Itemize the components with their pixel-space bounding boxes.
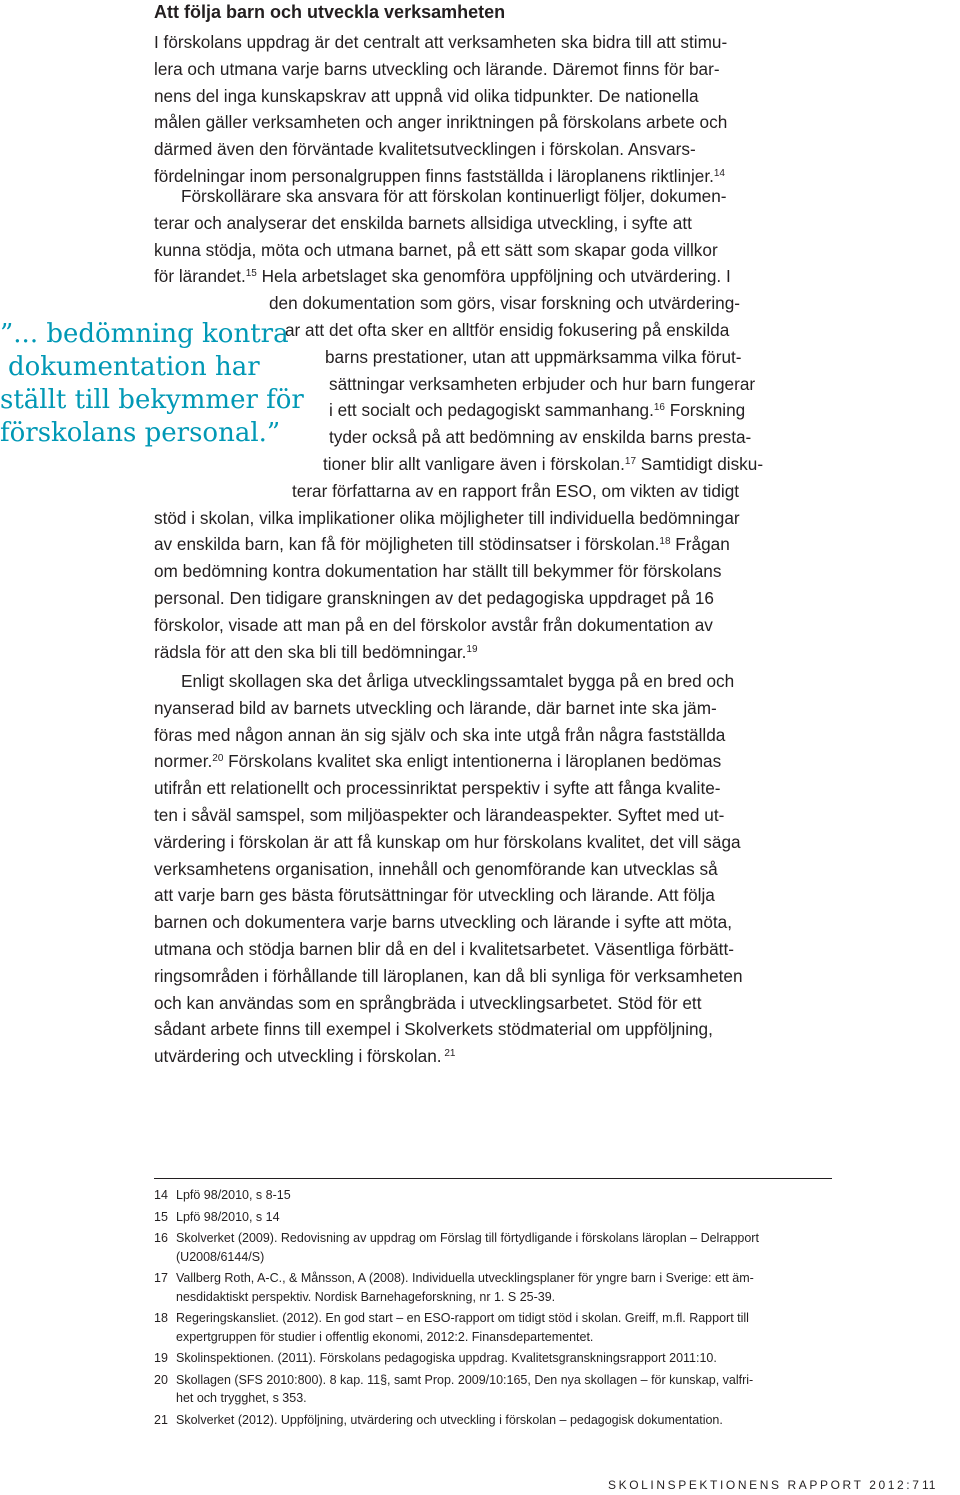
text-line: nyanserad bild av barnets utveckling och lärande, där barnet inte ska jäm- (154, 697, 717, 718)
footnote-ref: 19 (466, 643, 478, 655)
footnote-text: Lpfö 98/2010, s 14 (176, 1209, 280, 1224)
text-line: stöd i skolan, vilka implikationer olika möjligheter till individuella bedömningar (154, 507, 740, 528)
footnote-text: Skolverket (2012). Uppföljning, utvärdering och utveckling i förskolan – pedagogisk dokumentation. (176, 1412, 723, 1427)
text-segment: utvärdering och utveckling i förskolan. (154, 1046, 442, 1067)
footnote (154, 1229, 844, 1266)
footnote-text: Lpfö 98/2010, s 8-15 (176, 1188, 291, 1202)
footnote-text: (U2008/6144/S) (176, 1249, 265, 1264)
text-segment: Förskolans kvalitet ska enligt intentionerna i läroplanen bedömas (223, 751, 722, 772)
footnote-number: 18 (154, 1311, 168, 1325)
footnote-text: nesdidaktiskt perspektiv. Nordisk Barnehageforskning, nr 1. S 25-39. (176, 1289, 556, 1304)
text-segment: Forskning (664, 400, 746, 421)
text-line: Förskollärare ska ansvara för att förskolan kontinuerligt följer, dokumen- (181, 186, 727, 206)
text-segment: normer. (154, 751, 213, 772)
footnote-text: Skolinspektionen. (2011). Förskolans pedagogiska uppdrag. Kvalitetsgranskningsrapport 2011:10. (176, 1351, 717, 1365)
text-line: sådant arbete finns till exempel i Skolverkets stödmaterial om uppföljning, (154, 1019, 713, 1040)
footnote-ref: 18 (659, 536, 671, 548)
text-line: verksamhetens organisation, innehåll och genomförande kan utvecklas så (154, 858, 718, 879)
text-line: utmana och stödja barnen blir då en del i kvalitetsarbetet. Väsentliga förbätt- (154, 938, 734, 959)
text-segment: rädsla för att den ska bli till bedömningar. (154, 641, 467, 662)
footnote (154, 1371, 844, 1408)
footnote-number: 21 (154, 1412, 168, 1427)
report-footer-label: SKOLINSPEKTIONENS RAPPORT 2012:7 (608, 1478, 922, 1492)
footnote-text: expertgruppen för studier i offentlig ekonomi, 2012:2. Finansdepartementet. (176, 1329, 594, 1344)
text-line: terar författarna av en rapport från ESO, om vikten av tidigt (292, 480, 740, 501)
footnote-number: 19 (154, 1351, 168, 1365)
text-line (154, 451, 834, 478)
footnote-ref: 20 (212, 753, 224, 765)
pull-quote-line: ”... bedömning kontra (0, 319, 289, 349)
footnote (154, 1269, 844, 1306)
text-segment: Samtidigt disku- (636, 453, 764, 474)
pull-quote-line: förskolans personal.” (0, 418, 281, 448)
footnote-text: Skollagen (SFS 2010:800). 8 kap. 11§, samt Prop. 2009/10:165, Den nya skollagen – för kunskap, valfri- (176, 1372, 754, 1387)
text-line (154, 531, 834, 558)
text-line: förskolor, visade att man på en del förskolor avstår från dokumentation av (154, 614, 713, 635)
footnote-ref: 16 (653, 402, 665, 414)
text-line: föras med någon annan än sig själv och ska inte utgå från några fastställda (154, 724, 726, 745)
text-segment: av enskilda barn, kan få för möjligheten till stödinsatser i förskolan. (154, 534, 660, 555)
body-paragraph (154, 668, 834, 1070)
pull-quote-line: ställt till bekymmer för (0, 385, 304, 415)
text-line (154, 1043, 834, 1070)
text-line: kunna stödja, möta och utmana barnet, på ett sätt som skapar goda villkor (154, 239, 718, 260)
footnote-number: 17 (154, 1271, 168, 1285)
text-line: barns prestationer, utan att uppmärksamma vilka förut- (325, 346, 742, 367)
footnote-number: 15 (154, 1209, 168, 1224)
text-line: om bedömning kontra dokumentation har ställt till bekymmer för förskolans (154, 561, 722, 582)
text-segment: tioner blir allt vanligare även i förskolan. (323, 453, 625, 474)
footnote (154, 1411, 844, 1430)
text-line: målen gäller verksamheten och anger inriktningen på förskolans arbete och (154, 112, 728, 133)
footnote-number: 20 (154, 1372, 168, 1387)
text-segment: Frågan (670, 534, 730, 555)
footnote-text: Regeringskansliet. (2012). En god start – en ESO-rapport om tidigt stöd i skolan. Greiff, m.fl. Rapport till (176, 1311, 749, 1325)
text-line: den dokumentation som görs, visar forskning och utvärdering- (269, 293, 740, 314)
text-line: därmed även den förväntade kvalitetsutvecklingen i förskolan. Ansvars- (154, 139, 696, 160)
text-line: Enligt skollagen ska det årliga utvecklingssamtalet bygga på en bred och (181, 671, 735, 691)
text-line: I förskolans uppdrag är det centralt att verksamheten ska bidra till att stimu- (154, 32, 728, 52)
footnote-number: 16 (154, 1231, 168, 1245)
text-line: utifrån ett relationellt och processinriktat perspektiv i syfte att fånga kvalite- (154, 778, 721, 799)
footnote-number: 14 (154, 1188, 168, 1202)
footnote (154, 1349, 844, 1368)
text-line: personal. Den tidigare granskningen av det pedagogiska uppdraget på 16 (154, 587, 714, 608)
text-line: sättningar verksamheten erbjuder och hur barn fungerar (329, 373, 756, 394)
footnote-ref: 15 (245, 268, 257, 280)
footnote-text: Skolverket (2009). Redovisning av uppdrag om Förslag till förtydligande i förskolans läroplan – Delrapport (176, 1231, 759, 1245)
text-line: terar och analyserar det enskilda barnets allsidiga utveckling, i syfte att (154, 212, 692, 233)
footnotes (154, 1186, 844, 1432)
footnote-ref: 17 (624, 455, 637, 467)
text-line (154, 263, 834, 290)
text-segment: för lärandet. (154, 266, 246, 287)
text-segment: fördelningar inom personalgruppen finns fastställda i läroplanens riktlinjer. (154, 165, 714, 186)
text-line (154, 639, 834, 666)
text-segment: i ett socialt och pedagogiskt sammanhang. (329, 400, 654, 421)
footnote-text: Vallberg Roth, A-C., & Månsson, A (2008). Individuella utvecklingsplaner för yngre barn i Sverige: ett äm- (176, 1271, 754, 1285)
text-line: tyder också på att bedömning av enskilda barns presta- (329, 427, 752, 448)
footnote-divider (154, 1178, 832, 1179)
footnote (154, 1208, 844, 1227)
text-segment: Hela arbetslaget ska genomföra uppföljning och utvärdering. I (256, 266, 731, 287)
text-line: lera och utmana varje barns utveckling och lärande. Däremot finns för bar- (154, 58, 720, 79)
section-heading: Att följa barn och utveckla verksamheten (154, 2, 506, 22)
text-line: nens del inga kunskapskrav att uppnå vid olika tidpunkter. De nationella (154, 85, 699, 106)
pull-quote (0, 318, 320, 450)
page-number: 11 (922, 1478, 937, 1492)
text-line: ringsområden i förhållande till läroplanen, kan då bli synliga för verksamheten (154, 965, 743, 986)
text-line: att varje barn ges bästa förutsättningar för utveckling och lärande. Att följa (154, 885, 715, 906)
intro-paragraph (154, 29, 834, 190)
text-line (154, 748, 834, 775)
text-line: ten i såväl samspel, som miljöaspekter och lärandeaspekter. Syftet med ut- (154, 804, 725, 825)
text-line: ar att det ofta sker en alltför ensidig fokusering på enskilda (285, 319, 730, 340)
text-line: och kan användas som en språngbräda i utvecklingsarbetet. Stöd för ett (154, 992, 702, 1013)
footnote-ref: 21 (441, 1048, 456, 1060)
footnote (154, 1309, 844, 1346)
footnote (154, 1186, 844, 1205)
footnote-ref: 14 (713, 167, 725, 179)
text-line: barnen och dokumentera varje barns utveckling och lärande i syfte att möta, (154, 912, 733, 933)
footnote-text: het och trygghet, s 353. (176, 1391, 307, 1405)
pull-quote-line: dokumentation har (8, 352, 260, 382)
text-line: värdering i förskolan är att få kunskap om hur förskolans kvalitet, det vill säga (154, 831, 741, 852)
